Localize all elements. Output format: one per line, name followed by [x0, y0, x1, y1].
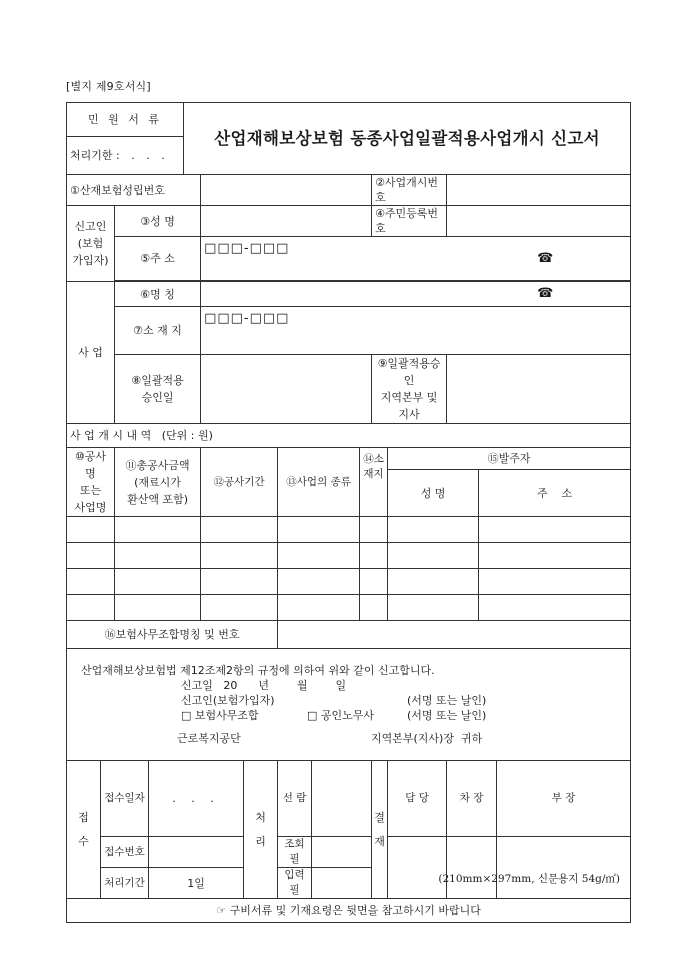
table-cell[interactable] [278, 569, 360, 595]
receipt-date-field[interactable]: . . . [149, 761, 244, 837]
table-cell[interactable] [115, 517, 201, 543]
table-cell[interactable] [201, 569, 278, 595]
table-cell[interactable] [360, 595, 388, 621]
col-total-amount: ⑪총공사금액 (재료시가 환산액 포함) [115, 448, 201, 517]
proxy-sign-line [81, 708, 616, 723]
table-cell[interactable] [278, 517, 360, 543]
viewed-label: 선 람 [278, 761, 312, 837]
labor-attorney-checkbox[interactable]: □ 공인노무사 [307, 709, 375, 722]
approval-office-field[interactable] [447, 355, 631, 424]
section-chief-label: 차 장 [447, 761, 497, 837]
reception-label: 접 수 [67, 761, 101, 899]
report-date-line: 신고일 20 년 월 일 [181, 679, 347, 692]
entered-field[interactable] [312, 868, 372, 899]
recipient-line [81, 723, 616, 746]
insurance-agency-checkbox[interactable]: □ 보험사무조합 [181, 709, 259, 722]
table-cell[interactable] [388, 569, 479, 595]
col-client-name: 성 명 [388, 470, 479, 517]
business-name-field[interactable] [201, 282, 631, 307]
applicant-name-label: ③성 명 [115, 206, 201, 237]
reference-note: ☞ 구비서류 및 기재요령은 뒷면을 참고하시기 바랍니다 [67, 899, 631, 923]
insurance-agency-label: ⑯보험사무조합명칭 및 번호 [67, 621, 278, 649]
receipt-number-label: 접수번호 [101, 837, 149, 868]
paper-spec-footnote: (210mm×297mm, 신문용지 54g/㎡) [438, 873, 620, 885]
table-row [67, 569, 631, 595]
recipient-office: 지역본부(지사)장 귀하 [371, 732, 483, 745]
viewed-field[interactable] [312, 761, 372, 837]
insurance-number-field[interactable] [201, 175, 372, 206]
approval-date-label: ⑧일괄적용 승인일 [115, 355, 201, 424]
approval-label: 결 재 [372, 761, 388, 899]
business-start-number-label: ②사업개시번호 [372, 175, 447, 206]
table-cell[interactable] [115, 543, 201, 569]
business-location-label: ⑦소 재 지 [115, 307, 201, 355]
processing-period-label: 처리기간 [101, 868, 149, 899]
insurance-number-label: ①산재보험성립번호 [67, 175, 201, 206]
applicant-address-label: ⑤주 소 [115, 237, 201, 281]
entered-label: 입력필 [278, 868, 312, 899]
checked-label: 조회필 [278, 837, 312, 868]
table-cell[interactable] [278, 543, 360, 569]
business-phone-icon: ☎ [537, 286, 554, 301]
processing-period-value: 1일 [149, 868, 244, 899]
person-in-charge-sign[interactable] [388, 837, 447, 899]
table-cell[interactable] [388, 595, 479, 621]
applicant-sign-line [81, 693, 616, 708]
table-cell[interactable] [67, 517, 115, 543]
checked-field[interactable] [312, 837, 372, 868]
col-client: ⑮발주자 [388, 448, 631, 470]
col-construction-period: ⑫공사기간 [201, 448, 278, 517]
applicant-postal-code-boxes: □□□-□□□ [204, 241, 290, 256]
receipt-date-label: 접수일자 [101, 761, 149, 837]
col-client-address: 주 소 [479, 470, 631, 517]
applicant-phone-icon: ☎ [537, 251, 554, 266]
table-cell[interactable] [201, 595, 278, 621]
table-cell[interactable] [67, 569, 115, 595]
declaration-statement: 산업재해보상보험법 제12조제2항의 규정에 의하여 위와 같이 신고합니다. [81, 664, 435, 677]
table-row [67, 517, 631, 543]
table-cell[interactable] [360, 543, 388, 569]
processing-deadline [67, 137, 184, 175]
table-cell[interactable] [67, 543, 115, 569]
table-row [67, 543, 631, 569]
signature-note-1: (서명 또는 날인) [407, 694, 487, 707]
table-cell[interactable] [388, 543, 479, 569]
table-cell[interactable] [115, 595, 201, 621]
dept-head-sign[interactable] [497, 837, 631, 899]
business-postal-code-boxes: □□□-□□□ [204, 311, 290, 326]
deadline-value: . . . [131, 149, 169, 162]
table-cell[interactable] [360, 517, 388, 543]
col-location: ⑭소재지 [360, 448, 388, 517]
business-section-label: 사 업 [67, 282, 115, 424]
resident-number-field[interactable] [447, 206, 631, 237]
applicant-address-field[interactable] [201, 237, 631, 281]
table-cell[interactable] [479, 595, 631, 621]
applicant-name-field[interactable] [201, 206, 372, 237]
signature-note-2: (서명 또는 날인) [407, 709, 487, 722]
table-cell[interactable] [479, 517, 631, 543]
receipt-number-field[interactable] [149, 837, 244, 868]
table-cell[interactable] [201, 517, 278, 543]
handling-label: 처 리 [244, 761, 278, 899]
table-cell[interactable] [278, 595, 360, 621]
business-name-label: ⑥명 칭 [115, 282, 201, 307]
declaration-block [67, 649, 631, 761]
approval-office-label: ⑨일괄적용승인 지역본부 및 지사 [372, 355, 447, 424]
business-start-number-field[interactable] [447, 175, 631, 206]
table-cell[interactable] [360, 569, 388, 595]
col-business-type: ⑬사업의 종류 [278, 448, 360, 517]
applicant-section-label: 신고인 (보험 가입자) [67, 206, 115, 282]
business-start-details-title: 사 업 개 시 내 역 (단위 : 원) [67, 424, 631, 448]
table-cell[interactable] [201, 543, 278, 569]
deadline-label: 처리기한 : [70, 149, 120, 162]
dept-head-label: 부 장 [497, 761, 631, 837]
page-title: 산업재해보상보험 동종사업일괄적용사업개시 신고서 [184, 103, 631, 175]
report-form [66, 102, 631, 923]
table-cell[interactable] [479, 569, 631, 595]
approval-date-field[interactable] [201, 355, 372, 424]
section-chief-sign[interactable] [447, 837, 497, 899]
business-location-field[interactable] [201, 307, 631, 355]
table-cell[interactable] [115, 569, 201, 595]
applicant-line-label: 신고인(보험가입자) [181, 694, 275, 707]
table-cell[interactable] [67, 595, 115, 621]
resident-number-label: ④주민등록번호 [372, 206, 447, 237]
table-row [67, 595, 631, 621]
insurance-agency-field[interactable] [278, 621, 631, 649]
table-cell[interactable] [388, 517, 479, 543]
recipient-agency: 근로복지공단 [177, 732, 241, 745]
table-cell[interactable] [479, 543, 631, 569]
form-number-label: [별지 제9호서식] [66, 80, 151, 93]
col-project-name: ⑩공사명 또는 사업명 [67, 448, 115, 517]
document-type: 민 원 서 류 [67, 103, 184, 137]
person-in-charge-label: 담 당 [388, 761, 447, 837]
